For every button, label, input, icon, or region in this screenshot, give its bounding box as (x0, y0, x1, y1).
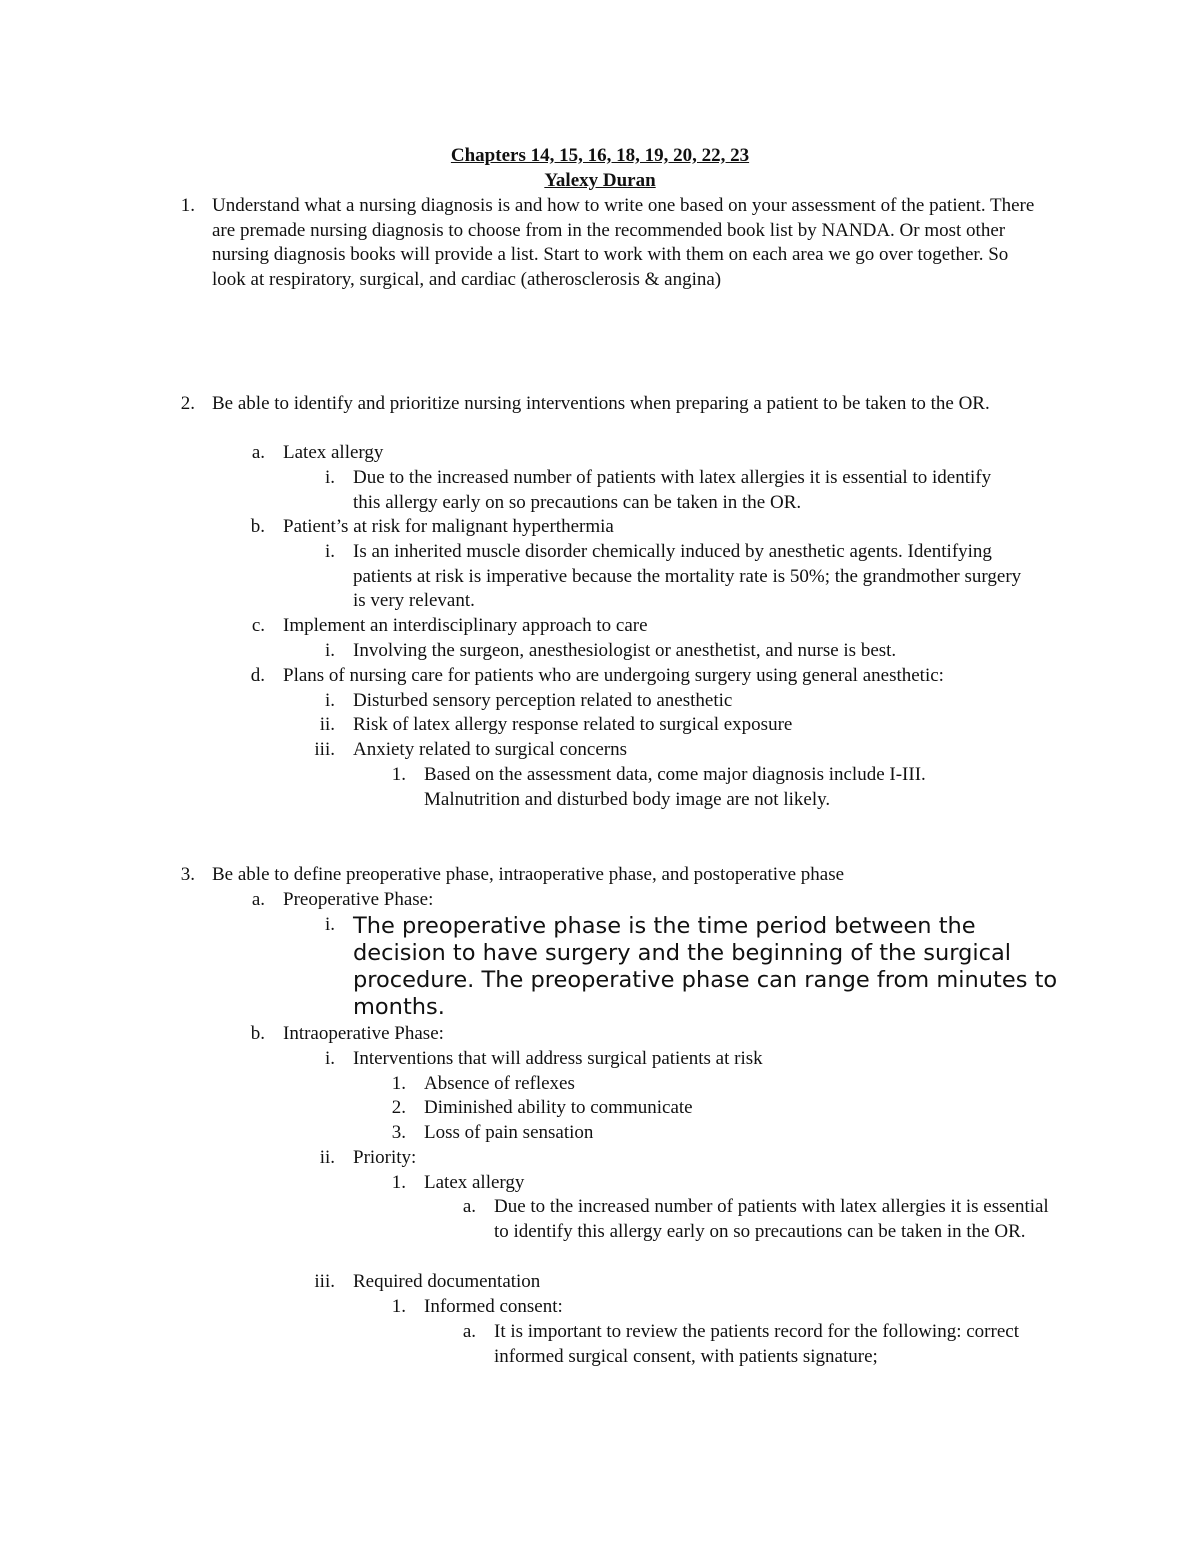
list-item-text: Involving the surgeon, anesthesiologist or anesthetist, and nurse is best. (353, 640, 897, 661)
list-item-text: Required documentation (353, 1271, 541, 1292)
list-item-text: The preoperative phase is the time period between the decision to have surgery and the beginning of the surgical procedure. The preoperative phase can range from minutes to months. (353, 913, 1058, 1020)
list-marker: b. (250, 516, 265, 537)
list-marker: i. (324, 914, 335, 935)
list-marker: a. (251, 889, 265, 910)
list-marker: 2. (180, 393, 195, 414)
author-name: Yalexy Duran (544, 170, 656, 191)
list-item-text: Due to the increased number of patients with latex allergies it is essential to identify this allergy early on so precautions can be taken in the OR. (494, 1196, 1049, 1242)
list-item-text: Due to the increased number of patients with latex allergies it is essential to identify this allergy early on so precautions can be taken in the OR. (353, 467, 992, 513)
list-marker: i. (324, 690, 335, 711)
list-marker: ii. (319, 1147, 335, 1168)
list-marker: ii. (319, 714, 335, 735)
document-title: Chapters 14, 15, 16, 18, 19, 20, 22, 23 (450, 145, 750, 166)
list-marker: a. (462, 1196, 476, 1217)
list-marker: 1. (391, 1073, 406, 1094)
list-item-text: Disturbed sensory perception related to anesthetic (353, 690, 733, 711)
list-item-text: Latex allergy (424, 1172, 525, 1193)
list-item-text: Risk of latex allergy response related to surgical exposure (353, 714, 793, 735)
list-item-text: Latex allergy (283, 442, 384, 463)
list-marker: i. (324, 467, 335, 488)
list-marker: i. (324, 541, 335, 562)
list-item-text: Intraoperative Phase: (283, 1023, 444, 1044)
list-item-text: Diminished ability to communicate (424, 1097, 693, 1118)
list-marker: 3. (391, 1122, 406, 1143)
list-item-text: Patient’s at risk for malignant hyperthermia (283, 516, 614, 537)
list-marker: iii. (314, 1271, 335, 1292)
list-item-text: Absence of reflexes (424, 1073, 575, 1094)
list-marker: 3. (180, 864, 195, 885)
list-marker: a. (251, 442, 265, 463)
list-item-text: Anxiety related to surgical concerns (353, 739, 627, 760)
list-marker: d. (250, 665, 265, 686)
list-item-text: Is an inherited muscle disorder chemically induced by anesthetic agents. Identifying patients at risk is imperative because the mortality rate is 50%; the grandmother surgery is very relevant. (353, 541, 1022, 612)
list-marker: i. (324, 640, 335, 661)
list-item-text: Informed consent: (424, 1296, 563, 1317)
list-marker: c. (251, 615, 265, 636)
list-item-text: Be able to identify and prioritize nursing interventions when preparing a patient to be taken to the OR. (212, 393, 990, 414)
list-marker: 1. (391, 1296, 406, 1317)
list-item-text: Be able to define preoperative phase, intraoperative phase, and postoperative phase (212, 864, 845, 885)
list-item-text: Plans of nursing care for patients who are undergoing surgery using general anesthetic: (283, 665, 944, 686)
list-marker: 1. (180, 195, 195, 216)
list-marker: 1. (391, 764, 406, 785)
list-marker: i. (324, 1048, 335, 1069)
list-marker: 2. (391, 1097, 406, 1118)
list-marker: iii. (314, 739, 335, 760)
list-item-text: Understand what a nursing diagnosis is and how to write one based on your assessment of the patient. There are premade nursing diagnosis to choose from in the recommended book list by NANDA. Or most other nursing diagnosis books will provide a list. Start to work with them on each area we go over together. So look at respiratory, surgical, and cardiac (atherosclerosis & angina) (212, 195, 1035, 290)
list-marker: 1. (391, 1172, 406, 1193)
list-marker: b. (250, 1023, 265, 1044)
list-item-text: Priority: (353, 1147, 417, 1168)
list-item-text: Interventions that will address surgical patients at risk (353, 1048, 763, 1069)
list-item-text: Based on the assessment data, come major diagnosis include I-III. Malnutrition and disturbed body image are not likely. (424, 764, 926, 810)
list-item-text: It is important to review the patients record for the following: correct informed surgical consent, with patients signature; (494, 1321, 1019, 1367)
list-item-text: Preoperative Phase: (283, 889, 434, 910)
list-item-text: Implement an interdisciplinary approach to care (283, 615, 648, 636)
list-marker: a. (462, 1321, 476, 1342)
list-item-text: Loss of pain sensation (424, 1122, 594, 1143)
